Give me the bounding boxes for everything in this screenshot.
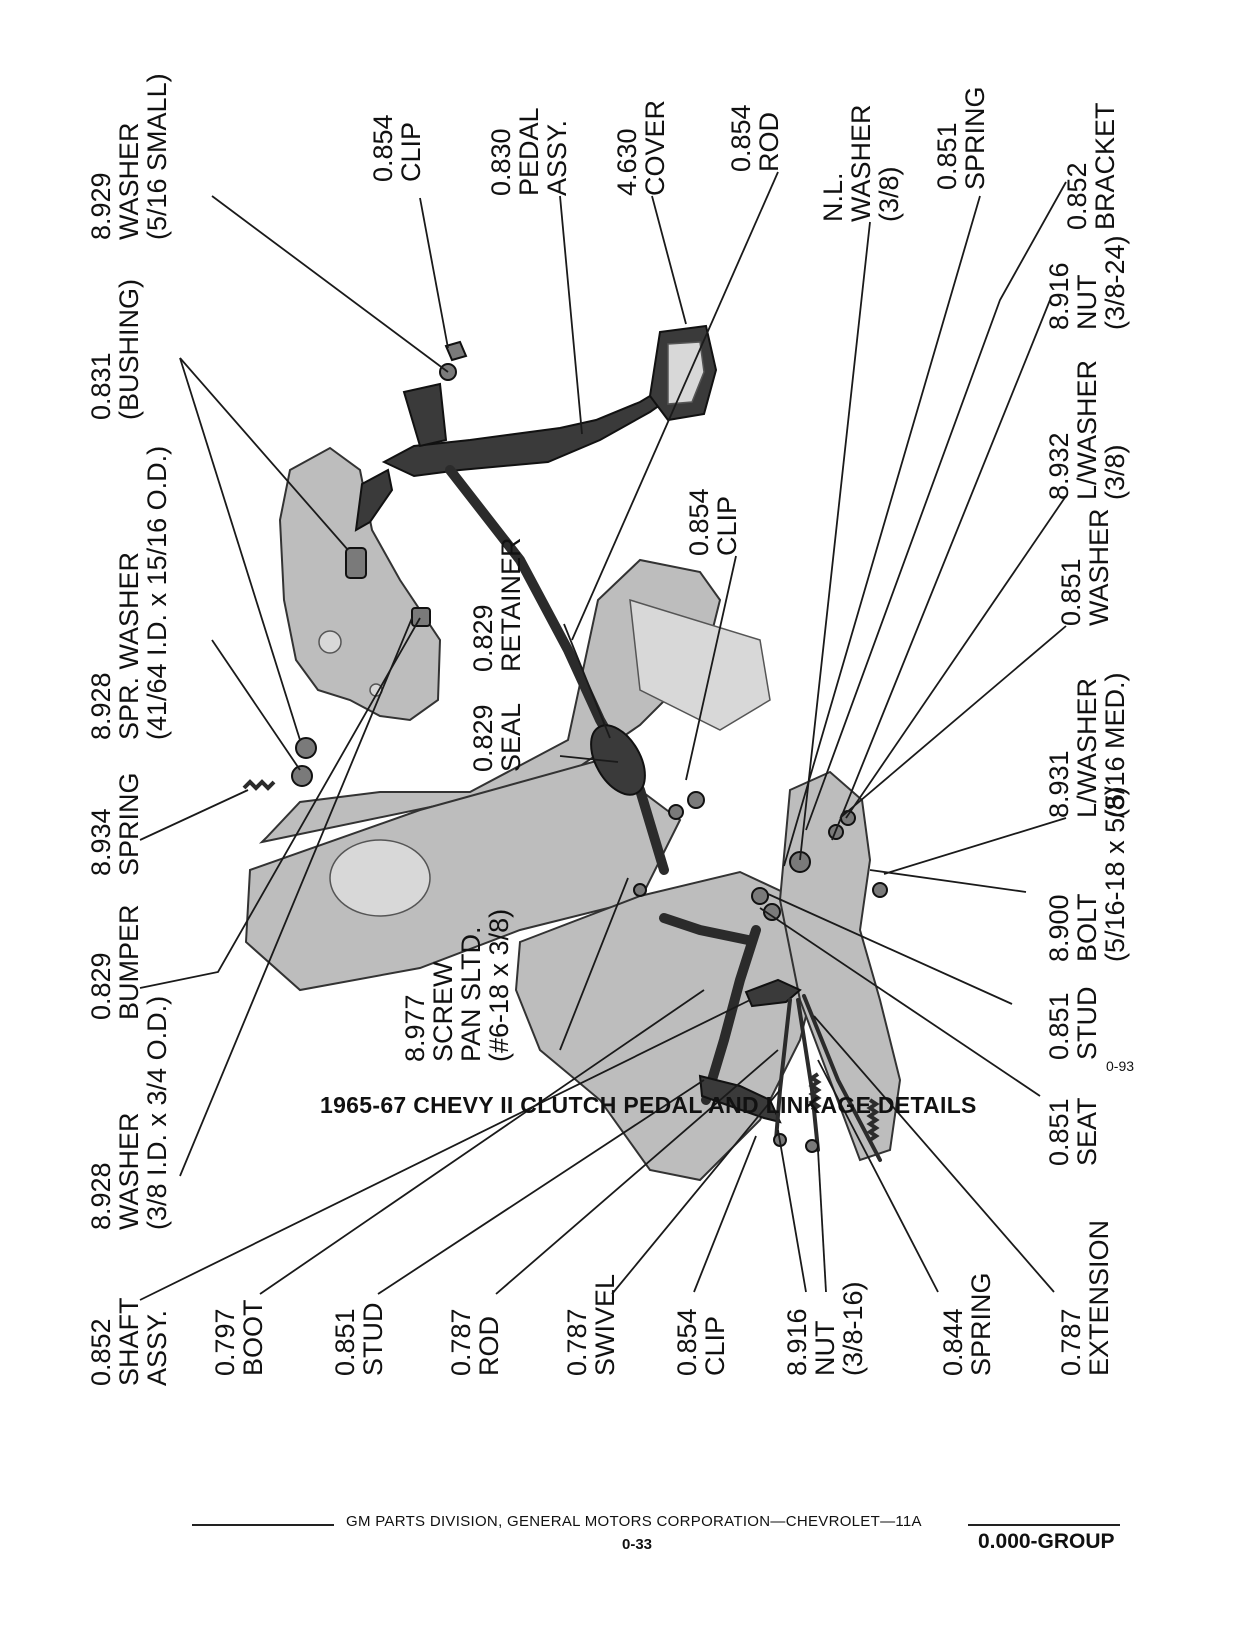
label-bushing: 0.831 (BUSHING) xyxy=(86,279,144,420)
label-washer-3-4: 8.928 WASHER (3/8 I.D. x 3/4 O.D.) xyxy=(86,995,172,1230)
label-nut-24: 8.916 NUT (3/8-24) xyxy=(1044,235,1130,330)
label-bracket: 0.852 BRACKET xyxy=(1062,102,1120,230)
clutch-pedal xyxy=(346,326,716,578)
label-screw: 8.977 SCREW PAN SLTD. (#6-18 x 3/8) xyxy=(400,908,514,1062)
label-extension: 0.787 EXTENSION xyxy=(1056,1219,1114,1376)
pedal-support-bracket xyxy=(280,448,440,720)
label-bolt: 8.900 BOLT (5/16-18 x 5/8) xyxy=(1044,786,1130,962)
footer-group: 0.000-GROUP xyxy=(978,1530,1115,1553)
label-nut-16: 8.916 NUT (3/8-16) xyxy=(782,1281,868,1376)
footer-rule-left xyxy=(192,1524,334,1526)
label-cover: 4.630 COVER xyxy=(612,99,670,196)
label-stud-bottom: 0.851 STUD xyxy=(330,1302,388,1376)
label-spring-8934: 8.934 SPRING xyxy=(86,772,144,876)
footer-page-number: 0-33 xyxy=(622,1536,653,1553)
label-washer-851: 0.851 WASHER xyxy=(1056,508,1114,626)
label-clip-bottom: 0.854 CLIP xyxy=(672,1308,730,1376)
label-lwasher-med: 8.931 L/WASHER (5/16 MED.) xyxy=(1044,672,1130,818)
label-swivel: 0.787 SWIVEL xyxy=(562,1273,620,1376)
label-seal: 0.829 SEAL xyxy=(468,702,526,772)
label-washer-small: 8.929 WASHER (5/16 SMALL) xyxy=(86,73,172,240)
label-spring-851: 0.851 SPRING xyxy=(932,86,990,190)
label-boot: 0.797 BOOT xyxy=(210,1299,268,1376)
label-pedal-assy: 0.830 PEDAL ASSY. xyxy=(486,108,572,196)
label-stud-851: 0.851 STUD xyxy=(1044,986,1102,1060)
firewall-opening xyxy=(330,840,430,916)
label-clip-mid: 0.854 CLIP xyxy=(684,488,742,556)
label-retainer: 0.829 RETAINER xyxy=(468,537,526,672)
label-lwasher-38: 8.932 L/WASHER (3/8) xyxy=(1044,359,1130,500)
figure-title: 1965-67 CHEVY II CLUTCH PEDAL AND LINKAGE DETAILS xyxy=(320,1092,977,1118)
label-rod-787: 0.787 ROD xyxy=(446,1308,504,1376)
label-seat: 0.851 SEAT xyxy=(1044,1097,1102,1166)
label-bumper: 0.829 BUMPER xyxy=(86,904,144,1020)
figure-number: 0-93 xyxy=(1106,1058,1135,1074)
label-nl-washer: N.L. WASHER (3/8) xyxy=(818,104,904,222)
label-rod-top: 0.854 ROD xyxy=(726,104,784,172)
label-spring-844: 0.844 SPRING xyxy=(938,1272,996,1376)
label-clip-top: 0.854 CLIP xyxy=(368,114,426,182)
footer-rule-right xyxy=(968,1524,1120,1526)
label-shaft-assy: 0.852 SHAFT ASSY. xyxy=(86,1297,172,1386)
footer-publisher: GM PARTS DIVISION, GENERAL MOTORS CORPORATION—CHEVROLET—11A xyxy=(346,1513,922,1530)
label-spr-washer: 8.928 SPR. WASHER (41/64 I.D. x 15/16 O.D.) xyxy=(86,445,172,740)
